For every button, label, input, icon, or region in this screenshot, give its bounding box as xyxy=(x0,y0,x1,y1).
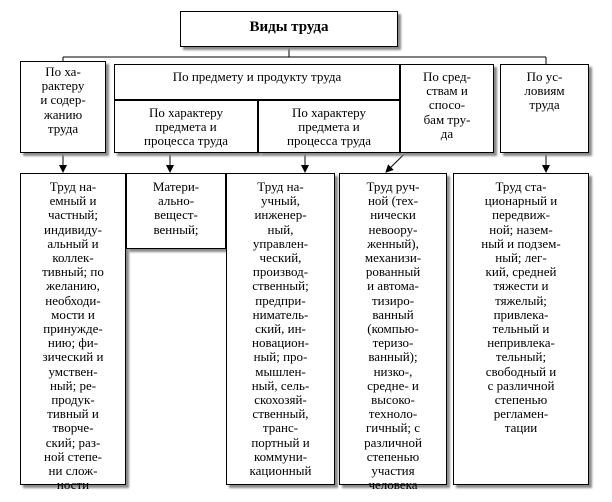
type-col2-text: Матери- ально- вещест- венный; xyxy=(152,179,200,237)
type-col3-text: Труд на- учный, инженер- ный, управлен- ческий, производ- ственный; предпри- ниматель- ский, ин- новацион- ный; про- мышлен- ный, сель- скохозяй- ственный, транс- портный и коммуни- кационный xyxy=(249,179,312,479)
category-subject-sub2: По характеру предмета и процесса труда xyxy=(287,105,371,149)
category-conditions: По ус- ловиям труда xyxy=(524,69,565,113)
category-content: По ха- рактеру и содер- жанию труда xyxy=(40,64,86,136)
type-col1-text: Труд на- емный и частный; индивиду- альный и коллек- тивный; по желанию, необходи- мости и принужде- нию; фи- зический и умствен- ный; ре- продук- тивный и творче- ский; раз- ной степе- ни слож- ности xyxy=(42,179,104,493)
type-col4-text: Труд руч- ной (тех- нически невоору- женный), механизи- рованный и автома- тизиро- ванный (компью- теризо- ванный); низко-, средне- и высоко- техноло- гичный; с различной степенью участия человека xyxy=(364,179,422,493)
category-subject: По предмету и продукту труда xyxy=(172,69,342,84)
diagram-title: Виды труда xyxy=(249,19,329,35)
category-means: По сред- ствам и спосо- бам тру- да xyxy=(423,69,471,141)
category-subject-sub1: По характеру предмета и процесса труда xyxy=(144,105,228,149)
type-col5-text: Труд ста- ционарный и передвиж- ной; назем- ный и подзем- ный; лег- кий, средней тяжести и тяжелый; привлека- тельный и непривлека- тельный; свободный и с различной степенью регламен- тации xyxy=(481,179,561,436)
